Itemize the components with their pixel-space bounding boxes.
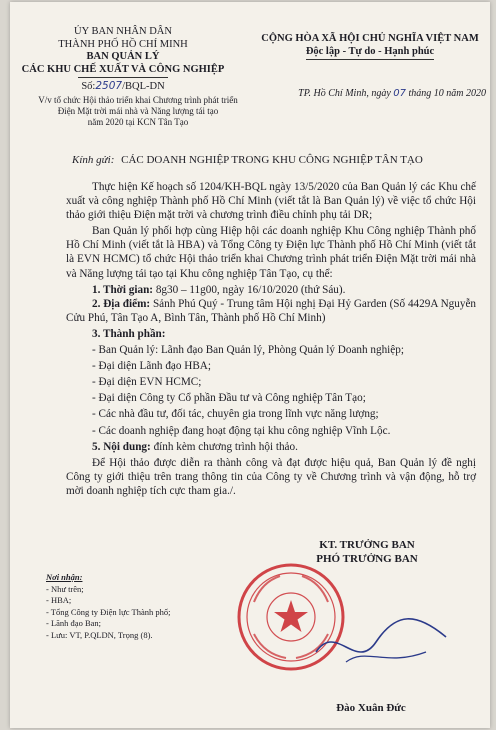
place-date-prefix: TP. Hồ Chí Minh, ngày (298, 88, 391, 99)
recipient-item: - Lưu: VT, P.QLDN, Trọng (8). (46, 629, 153, 640)
authority-line-4: CÁC KHU CHẾ XUẤT VÀ CÔNG NGHIỆP (21, 63, 225, 75)
participants-list (66, 343, 476, 438)
section-participants-label: 3. Thành phần: (92, 327, 166, 340)
section-time-text: 8g30 – 11g00, ngày 16/10/2020 (thứ Sáu). (155, 283, 346, 296)
signature-line-1: KT. TRƯỞNG BAN (319, 539, 415, 551)
section-location-text: Sảnh Phú Quý - Trung tâm Hội nghị Đại Hỷ Garden (Số 4429A Nguyễn Cửu Phú, Tân Tạo A, Bình Tân, Thành phố Hồ Chí Minh) (66, 297, 477, 324)
signature-line-2: PHÓ TRƯỞNG BAN (316, 553, 418, 565)
addressee-label: Kính gửi: (72, 154, 115, 166)
body-closing-paragraph: Để Hội thảo được diễn ra thành công và đạt được hiệu quả, Ban Quản lý đề nghị Công ty giới thiệu trên trang thông tin của Công ty về Chương trình và vận động, hỗ trợ mời doanh nghiệp tích cực tham gia./. (66, 456, 476, 497)
section-content (66, 440, 476, 454)
handwritten-signature-icon (306, 602, 456, 682)
recipients-block (46, 572, 216, 641)
section-content-label: 5. Nội dung: (92, 440, 151, 453)
participant-item: - Đại diện Lãnh đạo HBA; (92, 360, 211, 373)
recipient-item: - Tổng Công ty Điện lực Thành phố; (46, 606, 171, 617)
recipient-item: - HBA; (46, 595, 72, 605)
document-number (18, 80, 228, 94)
header-right-rule (306, 59, 434, 60)
issuing-authority-header (18, 26, 228, 94)
authority-line-2: THÀNH PHỐ HỒ CHÍ MINH (58, 38, 188, 50)
section-location-label: 2. Địa điểm: (92, 297, 151, 310)
header-left-rule (78, 77, 168, 78)
document-number-prefix: Số: (81, 81, 96, 92)
participant-item: - Đại diện Công ty Cổ phần Đầu tư và Công nghiệp Tân Tạo; (92, 392, 366, 405)
section-location (66, 297, 476, 325)
participant-item: - Các nhà đầu tư, đối tác, chuyên gia trong lĩnh vực năng lượng; (92, 408, 379, 421)
body-paragraph-1: Thực hiện Kế hoạch số 1204/KH-BQL ngày 13/5/2020 của Ban Quản lý các Khu chế xuất và công nghiệp Thành phố Hồ Chí Minh (viết tắt là Ban Quản lý) về việc tổ chức Hội thảo giới thiệu Điện mặt trời và chương trình điều chỉnh phụ tải DR; (66, 181, 476, 222)
body-paragraph-2: Ban Quản lý phối hợp cùng Hiệp hội các doanh nghiệp Khu Công nghiệp Thành phố Hồ Chí Minh (viết tắt là HBA) và Tổng Công ty Điện lực Thành phố Hồ Chí Minh (viết tắt là EVN HCMC) tổ chức Hội thảo triển khai Chương trình phát triển Điện Mặt trời mái nhà và Năng lượng tái tạo tại Khu công nghiệp Tân Tạo, cụ thể: (66, 225, 476, 280)
authority-line-1: ỦY BAN NHÂN DÂN (74, 26, 172, 37)
addressee-text: CÁC DOANH NGHIỆP TRONG KHU CÔNG NGHIỆP TÂN TẠO (121, 154, 423, 166)
letter-body (66, 180, 476, 498)
section-content-text: đính kèm chương trình hội thảo. (153, 440, 298, 453)
national-motto: Độc lập - Tự do - Hạnh phúc (305, 45, 435, 57)
subject-line-2: Điện Mặt trời mái nhà và Năng lượng tái tạo (57, 106, 219, 116)
place-date (296, 88, 486, 99)
recipient-item: - Lãnh đạo Ban; (46, 618, 101, 628)
national-header (254, 33, 486, 60)
document-number-suffix: /BQL-DN (122, 81, 165, 92)
recipient-item: - Như trên; (46, 583, 84, 594)
subject-line-1: V/v tổ chức Hội thảo triển khai Chương trình phát triển (38, 95, 238, 105)
place-date-suffix: tháng 10 năm 2020 (408, 88, 486, 99)
participant-item: - Các doanh nghiệp đang hoạt động tại khu công nghiệp Vĩnh Lộc. (92, 424, 391, 437)
place-date-day: 07 (393, 88, 406, 99)
section-time-label: 1. Thời gian: (92, 283, 154, 296)
authority-line-3: BAN QUẢN LÝ (86, 51, 160, 62)
document-number-handwritten: 2507 (95, 80, 123, 92)
national-title: CỘNG HÒA XÃ HỘI CHỦ NGHĨA VIỆT NAM (261, 33, 479, 44)
participant-item: - Ban Quản lý: Lãnh đạo Ban Quản lý, Phòng Quản lý Doanh nghiệp; (92, 344, 404, 357)
signer-name: Đào Xuân Đức (336, 702, 406, 714)
document-page (10, 2, 490, 728)
addressee (72, 154, 423, 166)
recipients-title: Nơi nhận: (46, 572, 83, 582)
subject-line (38, 95, 238, 128)
section-time (66, 283, 476, 297)
subject-line-3: năm 2020 tại KCN Tân Tạo (87, 117, 189, 127)
participant-item: - Đại diện EVN HCMC; (92, 376, 202, 389)
